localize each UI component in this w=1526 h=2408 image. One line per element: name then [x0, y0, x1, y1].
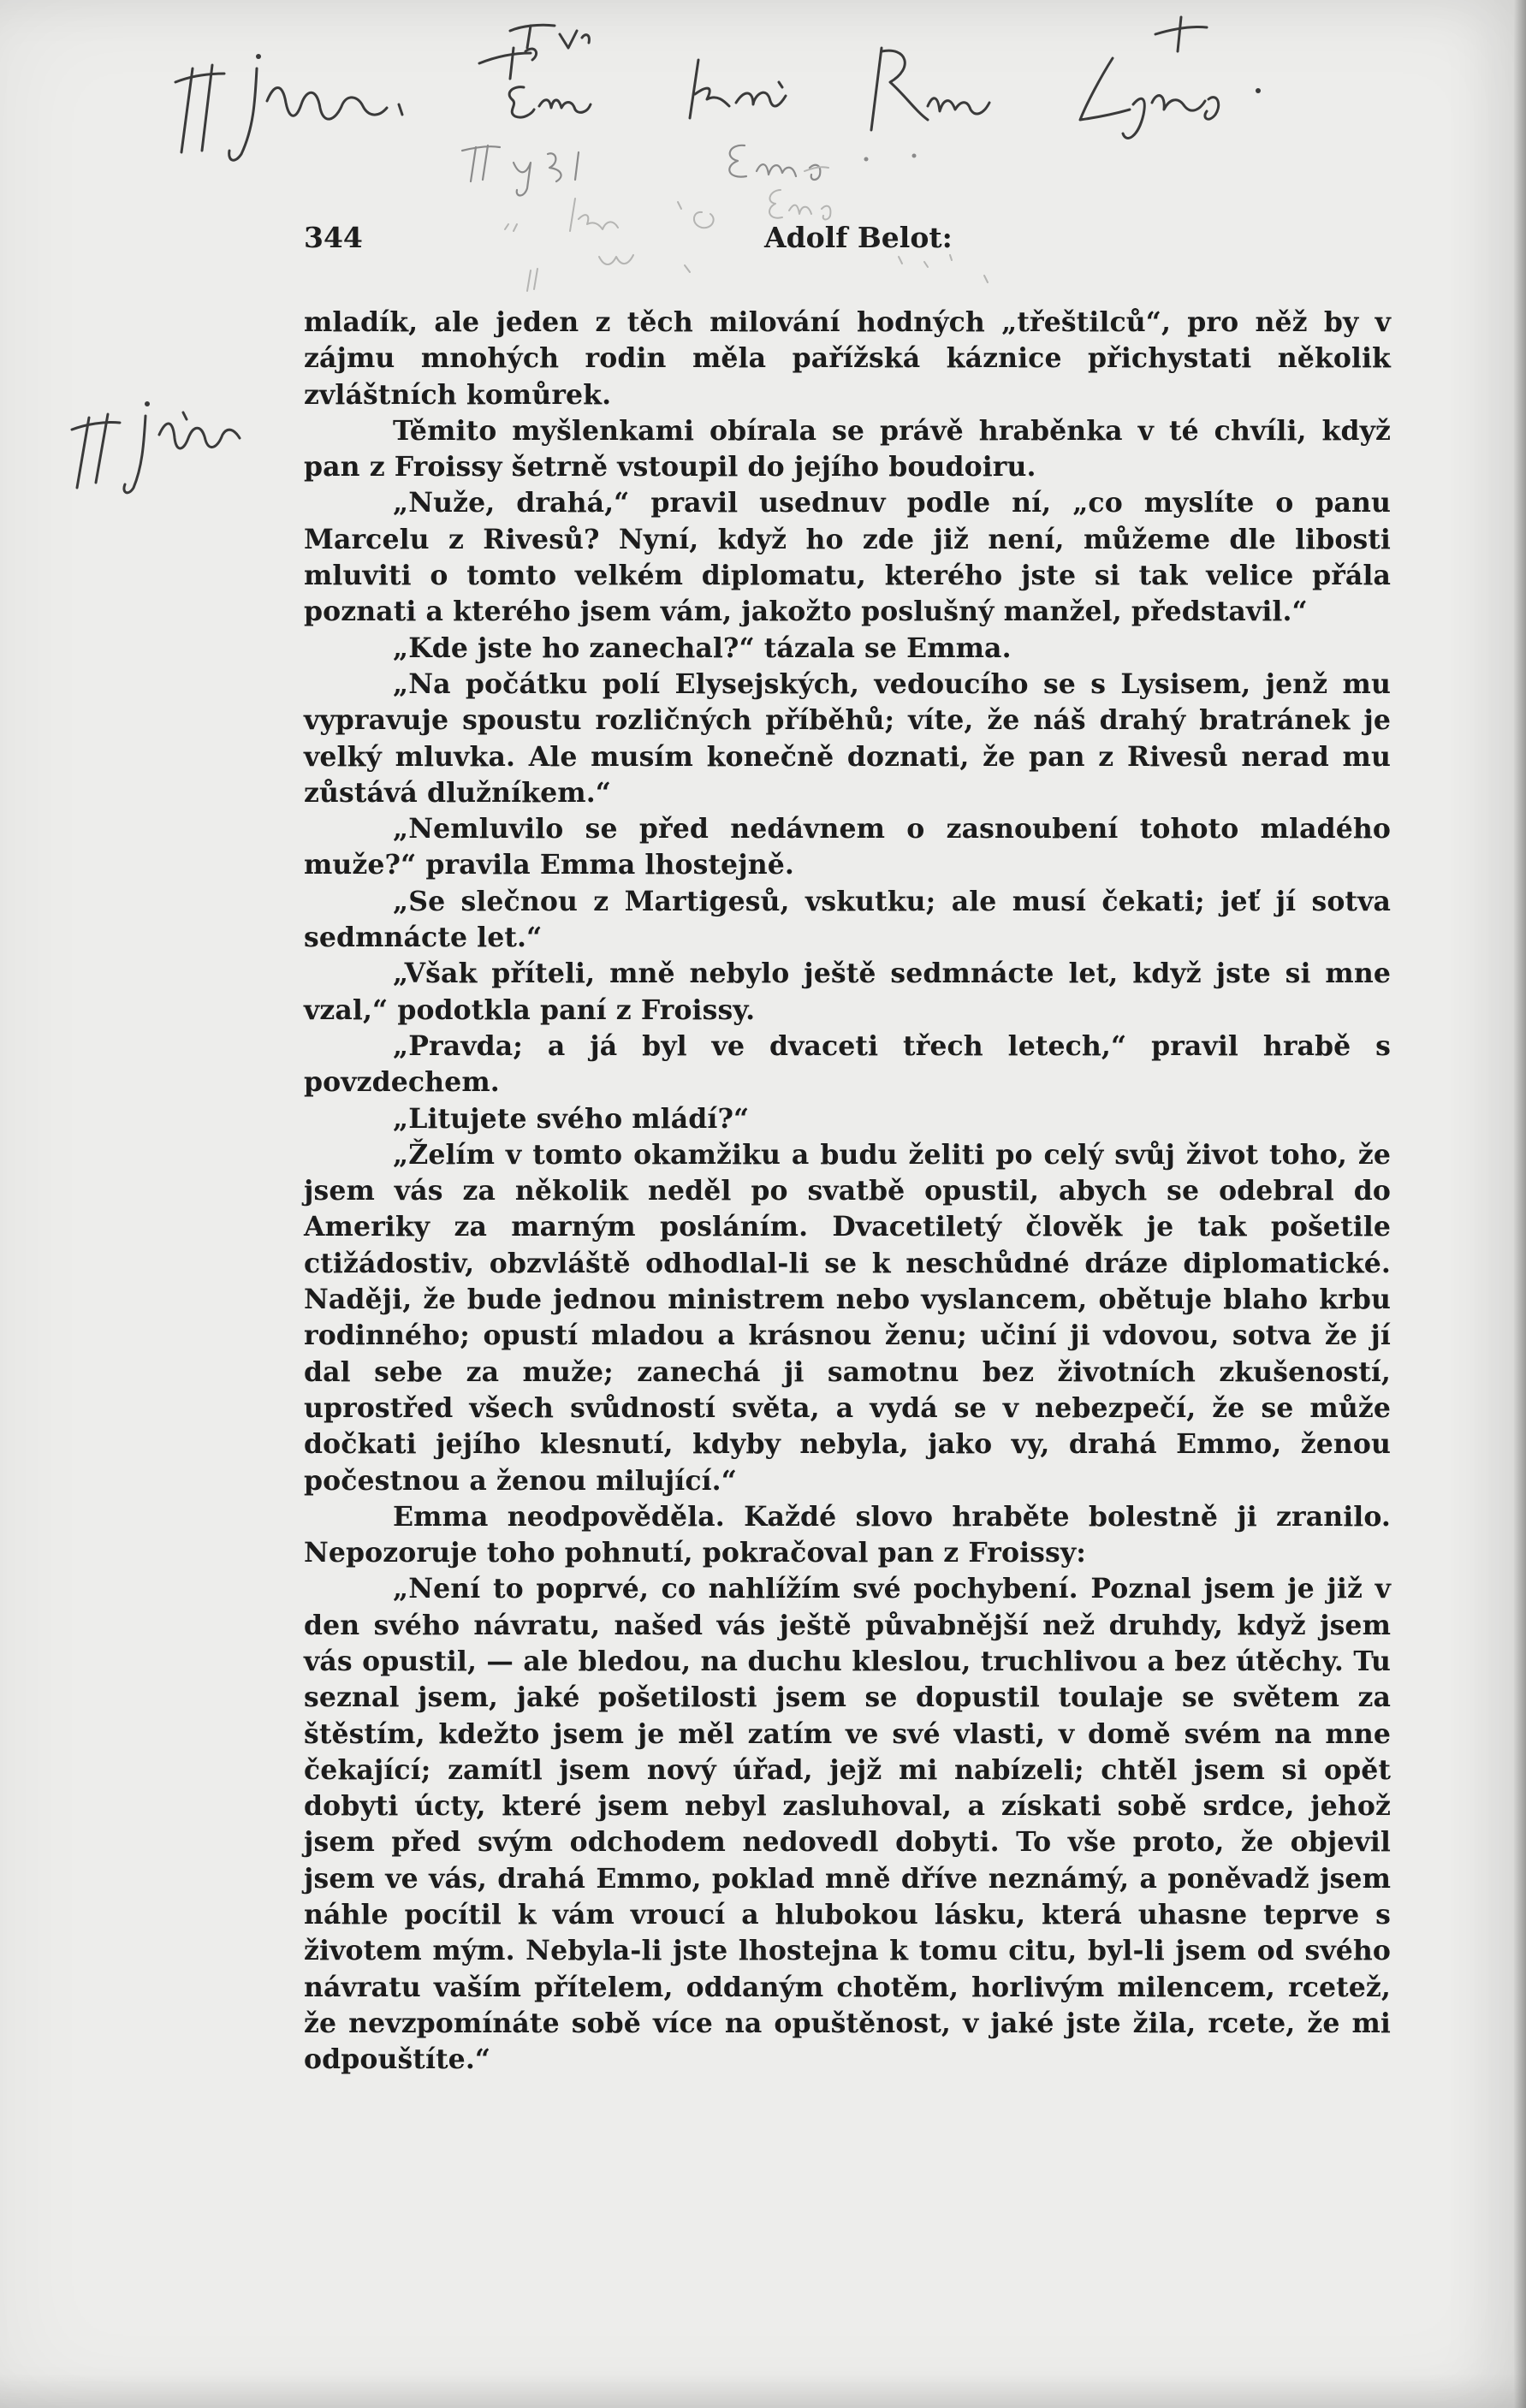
- paragraph: „Však příteli, mně nebylo ještě sedmnácte let, když jste si mne vzal,“ podotkla paní z Froissy.: [304, 958, 1391, 1026]
- paragraph: Emma neodpověděla. Každé slovo hraběte bolestně ji zranilo. Nepozoruje toho pohnutí, pokračoval pan z Froissy:: [304, 1500, 1391, 1569]
- paragraph: „Želím v tomto okamžiku a budu želiti po celý svůj život toho, že jsem vás za několik neděl po svatbě opustil, abych se odebral do Ameriky za marným posláním. Dvacetiletý člověk je tak pošetile ctižádostiv, obzvláště odhodlal-li se k neschůdné dráze diplomatické. Naději, že bude jednou ministrem nebo vyslancem, obětuje blaho krbu rodinného; opustí mladou a krásnou ženu; učiní ji vdovou, sotva že jí dal sebe za muže; zanechá ji samotnu bez životních zkušeností, uprostřed všech svůdností světa, a vydá se v nebezpečí, že se může dočkati jejího klesnutí, kdyby nebyla, jako vy, drahá Emmo, ženou počestnou a ženou milující.“: [304, 1138, 1391, 1497]
- paragraph: „Se slečnou z Martigesů, vskutku; ale musí čekati; jeť jí sotva sedmnácte let.“: [304, 885, 1391, 954]
- paragraph: „Kde jste ho zanechal?“ tázala se Emma.: [393, 632, 1012, 664]
- page-header: [304, 221, 1391, 264]
- paragraph: „Litujete svého mládí?“: [393, 1102, 750, 1135]
- running-head: Adolf Belot:: [764, 221, 953, 254]
- paragraph: „Na počátku polí Elysejských, vedoucího se s Lysisem, jenž mu vypravuje spoustu rozličných příběhů; víte, že náš drahý bratránek je velký mluvka. Ale musím konečně doznati, že pan z Rivesů nerad mu zůstává dlužníkem.“: [304, 667, 1391, 809]
- paragraph: mladík, ale jeden z těch milování hodných „třeštilců“, pro něž by v zájmu mnohých rodin měla pařížská káznice přichystati několik zvláštních komůrek.: [304, 306, 1391, 411]
- paragraph: „Pravda; a já byl ve dvaceti třech letech,“ pravil hrabě s povzdechem.: [304, 1029, 1391, 1099]
- body-text: [304, 305, 1391, 2079]
- paragraph: Těmito myšlenkami obírala se právě hraběnka v té chvíli, když pan z Froissy šetrně vstoupil do jejího boudoiru.: [304, 414, 1391, 483]
- paragraph: „Nemluvilo se před nedávnem o zasnoubení tohoto mladého muže?“ pravila Emma lhostejně.: [304, 813, 1391, 881]
- paragraph: „Nuže, drahá,“ pravil usednuv podle ní, „co myslíte o panu Marcelu z Rivesů? Nyní, když ho zde již není, můžeme dle libosti mluviti o tomto velkém diplomatu, kterého jste si tak velice přála poznati a kterého jsem vám, jakožto poslušný manžel, představil.“: [304, 487, 1391, 628]
- page-number: 344: [304, 221, 363, 254]
- paragraph: „Není to poprvé, co nahlížím své pochybení. Poznal jsem je již v den svého návratu, našed vás ještě půvabnější než druhdy, když jsem vás opustil, — ale bledou, na duchu kleslou, truchlivou a bez útěchy. Tu seznal jsem, jaké pošetilosti jsem se dopustil toulaje se světem za štěstím, kdežto jsem je měl zatím ve své vlasti, v domě svém na mne čekající; zamítl jsem nový úřad, jejž mi nabízeli; chtěl jsem si opět dobyti úcty, které jsem nebyl zasluhoval, a získati sobě srdce, jehož jsem před svým odchodem nedovedl dobyti. To vše proto, že objevil jsem ve vás, drahá Emmo, poklad mně dříve neznámý, a poněvadž jsem náhle pocítil k vám vroucí a hlubokou lásku, která uhasne teprve s životem mým. Nebyla-li jste lhostejna k tomu citu, byl-li jsem od svého návratu vaším přítelem, oddaným chotěm, horlivým milencem, rcetež, že nevzpomínáte sobě více na opuštěnost, v jaké jste žila, rcete, že mi odpouštíte.“: [304, 1573, 1391, 2076]
